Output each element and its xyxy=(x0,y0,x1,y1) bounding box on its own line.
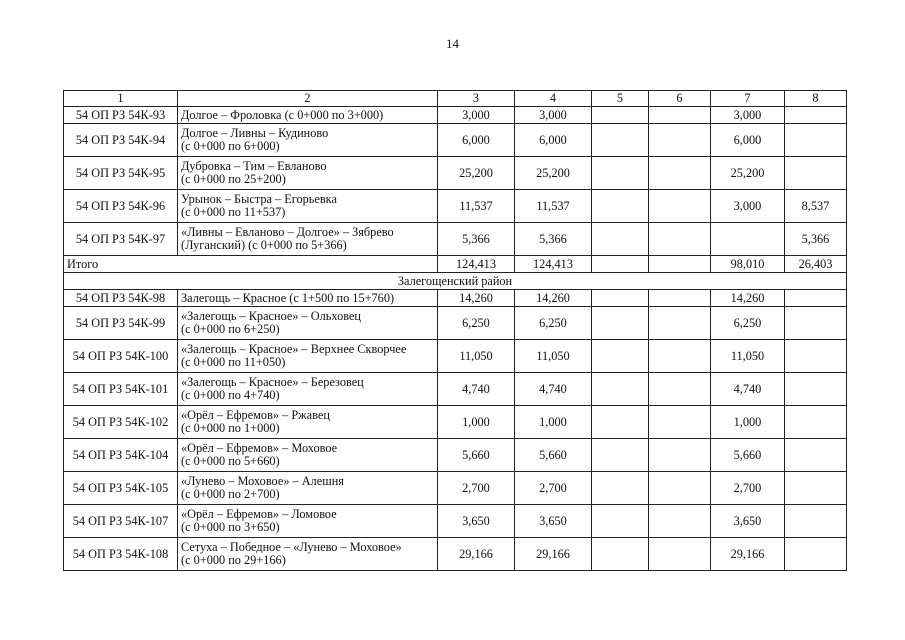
total-col4: 124,413 xyxy=(515,256,592,273)
road-name-line: (с 0+000 по 11+050) xyxy=(181,355,286,369)
road-code: 54 ОП РЗ 54К-99 xyxy=(64,307,178,340)
road-name xyxy=(178,439,438,472)
cell-col3: 1,000 xyxy=(438,406,515,439)
road-name-line: «Залегощь – Красное» – Ольховец xyxy=(181,309,362,323)
cell-col4: 3,650 xyxy=(515,505,592,538)
road-name-line: «Орёл – Ефремов» – Ломовое xyxy=(181,507,337,521)
cell-col6 xyxy=(649,223,711,256)
cell-col7: 1,000 xyxy=(711,406,785,439)
road-code: 54 ОП РЗ 54К-107 xyxy=(64,505,178,538)
road-name-line: «Орёл – Ефремов» – Моховое xyxy=(181,441,338,455)
cell-col5 xyxy=(592,307,649,340)
cell-col6 xyxy=(649,340,711,373)
table-row xyxy=(64,373,847,406)
road-name-line: (с 0+000 по 29+166) xyxy=(181,553,286,567)
road-code: 54 ОП РЗ 54К-100 xyxy=(64,340,178,373)
cell-col8 xyxy=(785,107,847,124)
cell-col6 xyxy=(649,157,711,190)
road-code: 54 ОП РЗ 54К-95 xyxy=(64,157,178,190)
cell-col7: 2,700 xyxy=(711,472,785,505)
road-name xyxy=(178,406,438,439)
road-code: 54 ОП РЗ 54К-101 xyxy=(64,373,178,406)
road-name-line: «Залегощь – Красное» – Верхнее Скворчее xyxy=(181,342,407,356)
column-header: 7 xyxy=(711,91,785,107)
cell-col4: 6,000 xyxy=(515,124,592,157)
road-code: 54 ОП РЗ 54К-102 xyxy=(64,406,178,439)
road-name xyxy=(178,223,438,256)
total-row xyxy=(64,256,847,273)
total-label: Итого xyxy=(64,256,438,273)
cell-col8 xyxy=(785,505,847,538)
total-block xyxy=(64,256,847,290)
cell-col5 xyxy=(592,290,649,307)
section-title: Залегощенский район xyxy=(64,273,847,290)
road-name-line: (с 0+000 по 2+700) xyxy=(181,487,280,501)
road-code: 54 ОП РЗ 54К-96 xyxy=(64,190,178,223)
cell-col3: 6,000 xyxy=(438,124,515,157)
cell-col5 xyxy=(592,157,649,190)
column-header: 6 xyxy=(649,91,711,107)
cell-col4: 5,660 xyxy=(515,439,592,472)
cell-col5 xyxy=(592,124,649,157)
total-col5 xyxy=(592,256,649,273)
road-name-line: (с 0+000 по 25+200) xyxy=(181,172,286,186)
cell-col4: 6,250 xyxy=(515,307,592,340)
table-row xyxy=(64,406,847,439)
cell-col8 xyxy=(785,472,847,505)
road-name-line: (Луганский) (с 0+000 по 5+366) xyxy=(181,238,347,252)
cell-col5 xyxy=(592,505,649,538)
table-row xyxy=(64,505,847,538)
road-code: 54 ОП РЗ 54К-97 xyxy=(64,223,178,256)
column-header: 2 xyxy=(178,91,438,107)
cell-col4: 1,000 xyxy=(515,406,592,439)
cell-col7: 3,000 xyxy=(711,107,785,124)
cell-col6 xyxy=(649,124,711,157)
column-header: 4 xyxy=(515,91,592,107)
road-name-line: (с 0+000 по 3+650) xyxy=(181,520,280,534)
cell-col8 xyxy=(785,538,847,571)
road-name-line: (с 0+000 по 11+537) xyxy=(181,205,286,219)
road-name xyxy=(178,290,438,307)
cell-col3: 11,537 xyxy=(438,190,515,223)
road-name xyxy=(178,190,438,223)
total-col7: 98,010 xyxy=(711,256,785,273)
table-row xyxy=(64,223,847,256)
cell-col7: 6,250 xyxy=(711,307,785,340)
total-col3: 124,413 xyxy=(438,256,515,273)
road-name xyxy=(178,505,438,538)
cell-col7: 4,740 xyxy=(711,373,785,406)
road-name-line: «Ливны – Евланово – Долгое» – Зябрево xyxy=(181,225,394,239)
road-name-line: (с 0+000 по 4+740) xyxy=(181,388,280,402)
table-row xyxy=(64,340,847,373)
road-name-line: (с 0+000 по 5+660) xyxy=(181,454,280,468)
cell-col5 xyxy=(592,223,649,256)
table-row xyxy=(64,307,847,340)
road-code: 54 ОП РЗ 54К-108 xyxy=(64,538,178,571)
column-header: 8 xyxy=(785,91,847,107)
cell-col4: 14,260 xyxy=(515,290,592,307)
road-name-line: «Лунево – Моховое» – Алешня xyxy=(181,474,344,488)
cell-col6 xyxy=(649,472,711,505)
cell-col3: 14,260 xyxy=(438,290,515,307)
road-name xyxy=(178,107,438,124)
cell-col7: 3,650 xyxy=(711,505,785,538)
table-row xyxy=(64,157,847,190)
road-name xyxy=(178,340,438,373)
cell-col7: 14,260 xyxy=(711,290,785,307)
table-row xyxy=(64,472,847,505)
cell-col6 xyxy=(649,107,711,124)
roads-table xyxy=(63,90,847,571)
road-name xyxy=(178,124,438,157)
page-number: 14 xyxy=(446,36,459,51)
cell-col5 xyxy=(592,107,649,124)
road-code: 54 ОП РЗ 54К-98 xyxy=(64,290,178,307)
road-name-line: Сетуха – Победное – «Лунево – Моховое» xyxy=(181,540,402,554)
cell-col7: 6,000 xyxy=(711,124,785,157)
cell-col6 xyxy=(649,307,711,340)
cell-col5 xyxy=(592,373,649,406)
road-name-line: Долгое – Фроловка (с 0+000 по 3+000) xyxy=(181,107,384,122)
cell-col7: 3,000 xyxy=(711,190,785,223)
cell-col8 xyxy=(785,307,847,340)
table-row xyxy=(64,290,847,307)
cell-col6 xyxy=(649,406,711,439)
header-row xyxy=(64,91,847,107)
cell-col4: 5,366 xyxy=(515,223,592,256)
road-name-line: (с 0+000 по 6+000) xyxy=(181,139,280,153)
cell-col6 xyxy=(649,190,711,223)
road-name xyxy=(178,472,438,505)
cell-col5 xyxy=(592,190,649,223)
column-header: 1 xyxy=(64,91,178,107)
cell-col8: 5,366 xyxy=(785,223,847,256)
table-row xyxy=(64,190,847,223)
cell-col6 xyxy=(649,538,711,571)
cell-col5 xyxy=(592,472,649,505)
road-name xyxy=(178,538,438,571)
cell-col3: 11,050 xyxy=(438,340,515,373)
cell-col4: 11,537 xyxy=(515,190,592,223)
table-row xyxy=(64,124,847,157)
cell-col4: 11,050 xyxy=(515,340,592,373)
cell-col8 xyxy=(785,340,847,373)
table-row xyxy=(64,538,847,571)
cell-col5 xyxy=(592,340,649,373)
cell-col3: 3,000 xyxy=(438,107,515,124)
road-code: 54 ОП РЗ 54К-93 xyxy=(64,107,178,124)
cell-col8 xyxy=(785,157,847,190)
table-row xyxy=(64,107,847,124)
cell-col8 xyxy=(785,439,847,472)
total-col8: 26,403 xyxy=(785,256,847,273)
road-name-line: Дубровка – Тим – Евланово xyxy=(181,159,327,173)
cell-col7: 5,660 xyxy=(711,439,785,472)
road-name-line: (с 0+000 по 6+250) xyxy=(181,322,280,336)
cell-col8 xyxy=(785,373,847,406)
road-name-line: «Орёл – Ефремов» – Ржавец xyxy=(181,408,330,422)
cell-col4: 3,000 xyxy=(515,107,592,124)
cell-col3: 29,166 xyxy=(438,538,515,571)
cell-col3: 6,250 xyxy=(438,307,515,340)
cell-col8 xyxy=(785,290,847,307)
cell-col3: 5,660 xyxy=(438,439,515,472)
road-code: 54 ОП РЗ 54К-104 xyxy=(64,439,178,472)
road-name-line: «Залегощь – Красное» – Березовец xyxy=(181,375,364,389)
cell-col7: 11,050 xyxy=(711,340,785,373)
section-row xyxy=(64,273,847,290)
cell-col6 xyxy=(649,505,711,538)
cell-col8 xyxy=(785,406,847,439)
cell-col5 xyxy=(592,406,649,439)
column-header: 3 xyxy=(438,91,515,107)
cell-col4: 2,700 xyxy=(515,472,592,505)
cell-col8 xyxy=(785,124,847,157)
cell-col7: 25,200 xyxy=(711,157,785,190)
total-col6 xyxy=(649,256,711,273)
road-name-line: Урынок – Быстра – Егорьевка xyxy=(181,192,337,206)
cell-col5 xyxy=(592,439,649,472)
cell-col6 xyxy=(649,290,711,307)
cell-col4: 29,166 xyxy=(515,538,592,571)
rows-before-total xyxy=(64,107,847,256)
cell-col5 xyxy=(592,538,649,571)
cell-col4: 25,200 xyxy=(515,157,592,190)
road-name xyxy=(178,157,438,190)
cell-col3: 2,700 xyxy=(438,472,515,505)
road-name xyxy=(178,373,438,406)
cell-col3: 4,740 xyxy=(438,373,515,406)
cell-col3: 25,200 xyxy=(438,157,515,190)
cell-col7: 29,166 xyxy=(711,538,785,571)
cell-col6 xyxy=(649,439,711,472)
road-name xyxy=(178,307,438,340)
road-code: 54 ОП РЗ 54К-105 xyxy=(64,472,178,505)
road-name-line: Залегощь – Красное (с 1+500 по 15+760) xyxy=(181,290,395,305)
rows-after-section xyxy=(64,290,847,571)
cell-col3: 3,650 xyxy=(438,505,515,538)
road-name-line: (с 0+000 по 1+000) xyxy=(181,421,280,435)
cell-col6 xyxy=(649,373,711,406)
table-row xyxy=(64,439,847,472)
cell-col3: 5,366 xyxy=(438,223,515,256)
cell-col8: 8,537 xyxy=(785,190,847,223)
cell-col7 xyxy=(711,223,785,256)
road-code: 54 ОП РЗ 54К-94 xyxy=(64,124,178,157)
road-name-line: Долгое – Ливны – Кудиново xyxy=(181,126,329,140)
cell-col4: 4,740 xyxy=(515,373,592,406)
column-header: 5 xyxy=(592,91,649,107)
